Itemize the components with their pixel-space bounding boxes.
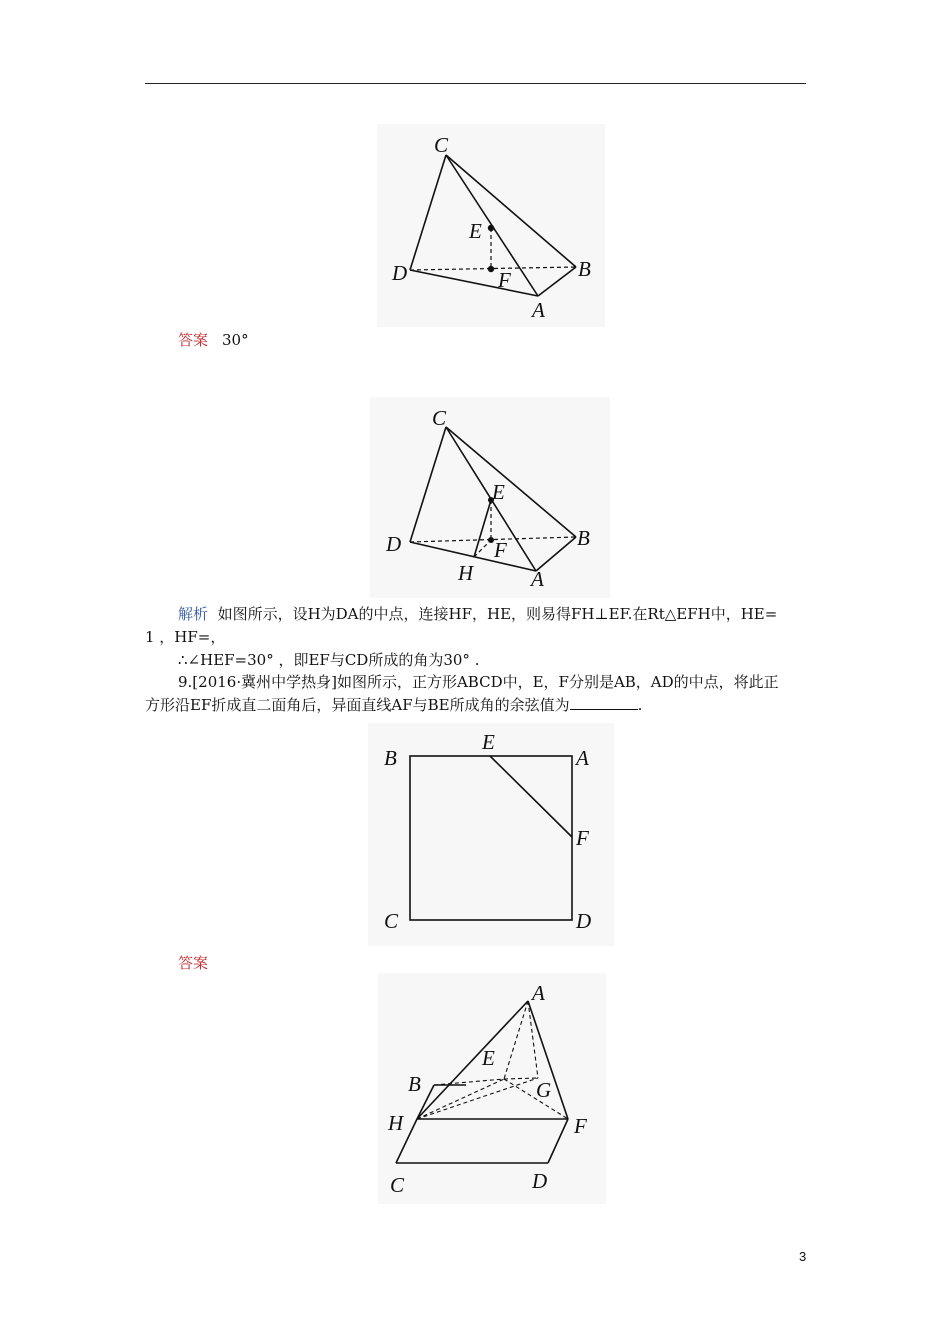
label-D: D bbox=[386, 532, 402, 556]
label-H: H bbox=[458, 561, 474, 585]
label-H: H bbox=[388, 1111, 404, 1135]
answer-blank bbox=[570, 695, 638, 710]
solution-label: 解析 bbox=[178, 605, 209, 623]
label-F: F bbox=[574, 1114, 587, 1138]
label-D: D bbox=[532, 1169, 548, 1193]
label-B: B bbox=[578, 257, 591, 281]
answer-8 bbox=[178, 330, 249, 350]
label-F: F bbox=[494, 538, 507, 562]
label-G: G bbox=[536, 1078, 552, 1102]
answer-9 bbox=[178, 953, 208, 973]
solution-line-3: ∴∠HEF=30° ，即EF与CD所成的角为30° . bbox=[178, 651, 480, 669]
figure-tetrahedron-1 bbox=[377, 124, 605, 327]
solution-line-1 bbox=[178, 604, 777, 624]
solution-line-2: 1 ，HF=， bbox=[145, 628, 226, 646]
label-B: B bbox=[577, 526, 590, 550]
problem-9-line-2 bbox=[145, 695, 642, 715]
answer-label: 答案 bbox=[178, 954, 209, 972]
answer-value: 30° bbox=[222, 331, 249, 349]
label-F: F bbox=[576, 826, 589, 850]
label-B: B bbox=[408, 1072, 421, 1096]
label-E: E bbox=[482, 730, 495, 754]
label-A: A bbox=[576, 746, 589, 770]
label-E: E bbox=[469, 219, 482, 243]
label-C: C bbox=[434, 133, 449, 157]
label-A: A bbox=[532, 981, 545, 1005]
problem-9-line-1: 9.[2016·冀州中学热身]如图所示，正方形ABCD中，E，F分别是AB，AD的中点，将此正 bbox=[178, 673, 779, 691]
label-D: D bbox=[576, 909, 592, 933]
problem-9-text-2: 方形沿EF折成直二面角后，异面直线AF与BE所成角的余弦值为 bbox=[145, 696, 570, 714]
label-C: C bbox=[384, 909, 399, 933]
problem-9-end: . bbox=[637, 696, 643, 714]
header-rule bbox=[145, 83, 806, 84]
label-B: B bbox=[384, 746, 397, 770]
answer-label: 答案 bbox=[178, 331, 209, 349]
page-number: 3 bbox=[799, 1249, 807, 1264]
figure-tetrahedron-2 bbox=[370, 397, 610, 598]
label-E: E bbox=[492, 480, 505, 504]
figure-folded-square bbox=[378, 973, 606, 1204]
label-D: D bbox=[392, 261, 408, 285]
label-A: A bbox=[531, 567, 544, 591]
label-F: F bbox=[498, 268, 511, 292]
figure-square bbox=[368, 723, 614, 946]
label-E: E bbox=[482, 1046, 495, 1070]
label-C: C bbox=[432, 406, 447, 430]
label-C: C bbox=[390, 1173, 405, 1197]
label-A: A bbox=[532, 298, 545, 322]
solution-text-1: 如图所示，设H为DA的中点，连接HF，HE，则易得FH⊥EF.在Rt△EFH中，HE= bbox=[217, 605, 778, 623]
